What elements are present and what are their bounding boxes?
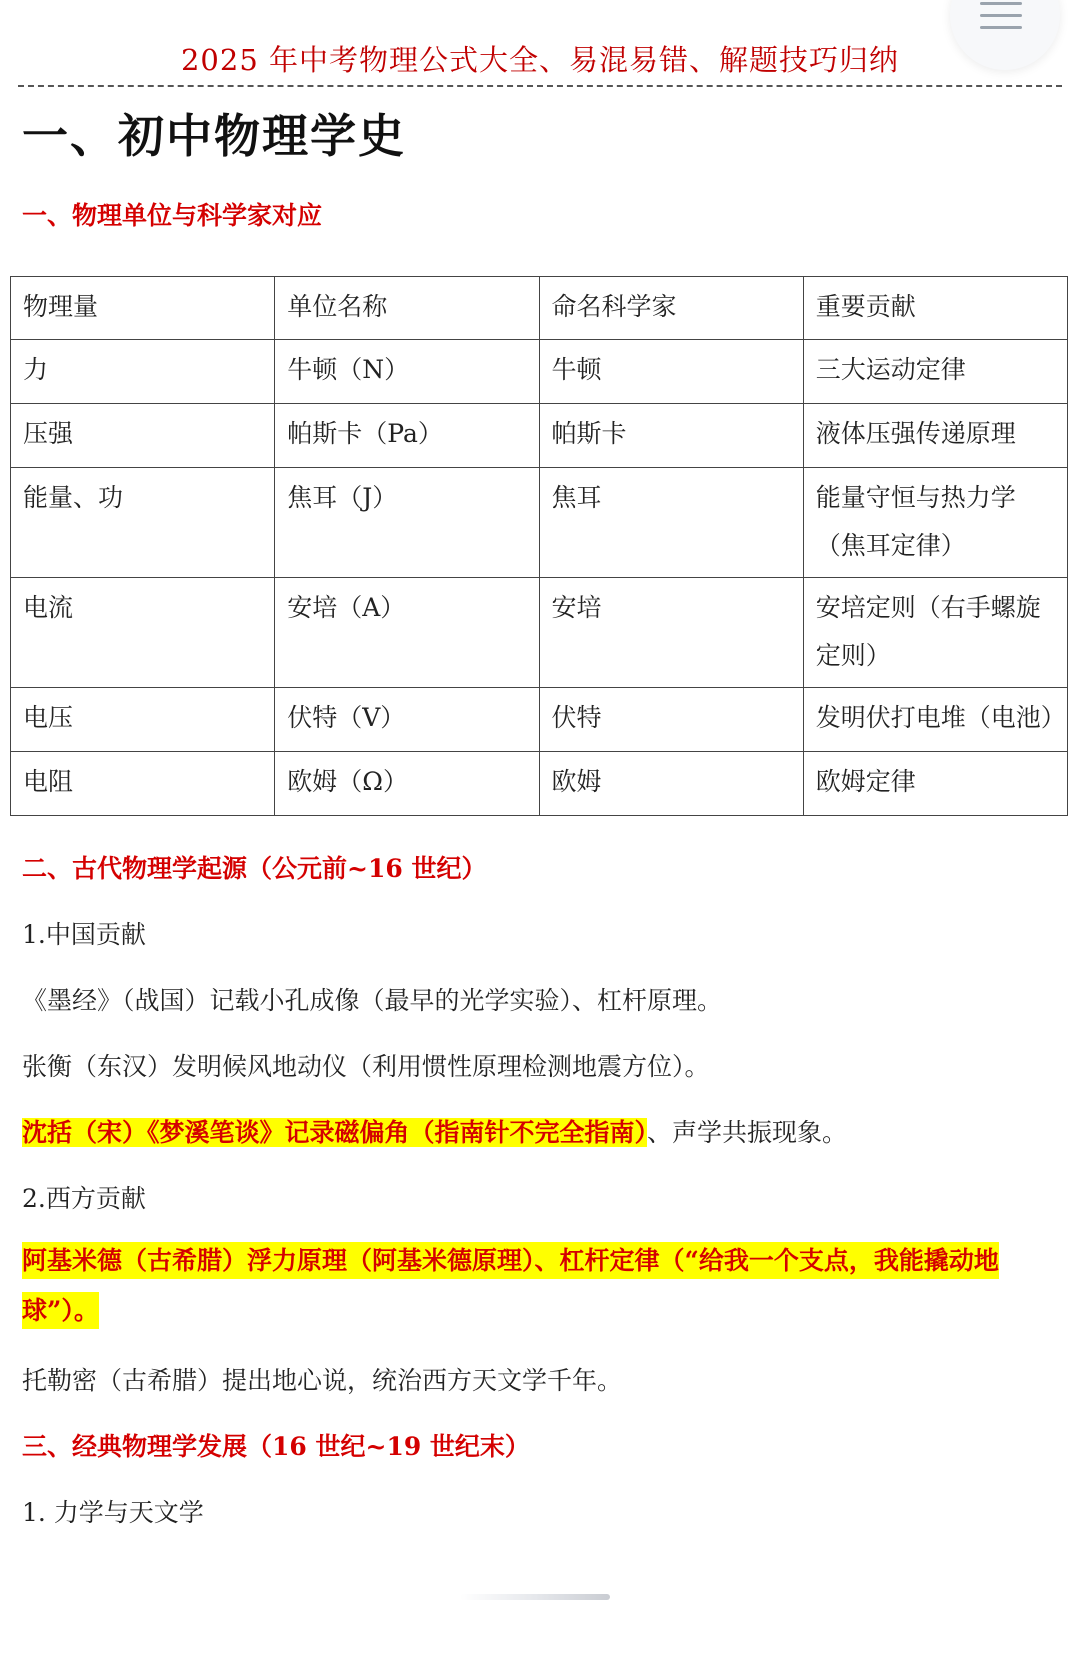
paragraph: 《墨经》（战国）记载小孔成像（最早的光学实验）、杠杆原理。 — [22, 986, 723, 1015]
table-cell: 牛顿 — [539, 340, 803, 404]
table-row — [11, 340, 1068, 404]
table-cell: 安培（A） — [275, 578, 539, 688]
table-cell: 伏特 — [539, 688, 803, 752]
section2-heading: 二、古代物理学起源（公元前~16 世纪） — [22, 854, 487, 883]
highlight-text: 沈括（宋）《梦溪笔谈》记录磁偏角（指南针不完全指南） — [22, 1118, 648, 1147]
table-row — [11, 578, 1068, 688]
units-table — [10, 276, 1068, 816]
table-cell: 液体压强传递原理 — [803, 404, 1067, 468]
table-cell: 压强 — [11, 404, 275, 468]
section3-heading: 三、经典物理学发展（16 世纪~19 世纪末） — [22, 1432, 530, 1461]
table-row — [11, 688, 1068, 752]
table-header-cell: 重要贡献 — [803, 277, 1067, 340]
table-header-row — [11, 277, 1068, 340]
highlighted-paragraph — [22, 1236, 1058, 1336]
menu-icon — [980, 2, 1022, 38]
table-cell: 能量守恒与热力学（焦耳定律） — [803, 468, 1067, 578]
china-subheading: 1.中国贡献 — [22, 920, 146, 949]
highlighted-paragraph — [22, 1113, 847, 1149]
table-cell: 电压 — [11, 688, 275, 752]
table-header-cell: 物理量 — [11, 277, 275, 340]
scroll-indicator — [460, 1594, 610, 1600]
table-cell: 欧姆（Ω） — [275, 752, 539, 816]
table-cell: 帕斯卡 — [539, 404, 803, 468]
paragraph-tail: 、声学共振现象。 — [647, 1118, 848, 1147]
table-cell: 力 — [11, 340, 275, 404]
table-row — [11, 468, 1068, 578]
table-cell: 欧姆定律 — [803, 752, 1067, 816]
table-row — [11, 404, 1068, 468]
document-header: 2025 年中考物理公式大全、易混易错、解题技巧归纳 — [18, 38, 1062, 87]
table-cell: 安培定则（右手螺旋定则） — [803, 578, 1067, 688]
chapter-heading: 一、初中物理学史 — [22, 109, 406, 163]
table-cell: 欧姆 — [539, 752, 803, 816]
table-cell: 焦耳（J） — [275, 468, 539, 578]
table-cell: 能量、功 — [11, 468, 275, 578]
table-cell: 发明伏打电堆（电池） — [803, 688, 1067, 752]
paragraph: 张衡（东汉）发明候风地动仪（利用惯性原理检测地震方位）。 — [22, 1052, 710, 1081]
table-cell: 牛顿（N） — [275, 340, 539, 404]
table-cell: 三大运动定律 — [803, 340, 1067, 404]
paragraph: 1. 力学与天文学 — [22, 1498, 204, 1527]
table-cell: 安培 — [539, 578, 803, 688]
west-subheading: 2.西方贡献 — [22, 1184, 146, 1213]
table-cell: 帕斯卡（Pa） — [275, 404, 539, 468]
table-header-cell: 命名科学家 — [539, 277, 803, 340]
table-cell: 焦耳 — [539, 468, 803, 578]
table-cell: 伏特（V） — [275, 688, 539, 752]
table-cell: 电流 — [11, 578, 275, 688]
table-cell: 电阻 — [11, 752, 275, 816]
section1-heading: 一、物理单位与科学家对应 — [22, 201, 323, 230]
table-header-cell: 单位名称 — [275, 277, 539, 340]
table-row — [11, 752, 1068, 816]
highlight-text: 阿基米德（古希腊）浮力原理（阿基米德原理）、杠杆定律（“给我一个支点，我能撬动地球”）。 — [22, 1242, 999, 1329]
paragraph: 托勒密（古希腊）提出地心说，统治西方天文学千年。 — [22, 1366, 623, 1395]
